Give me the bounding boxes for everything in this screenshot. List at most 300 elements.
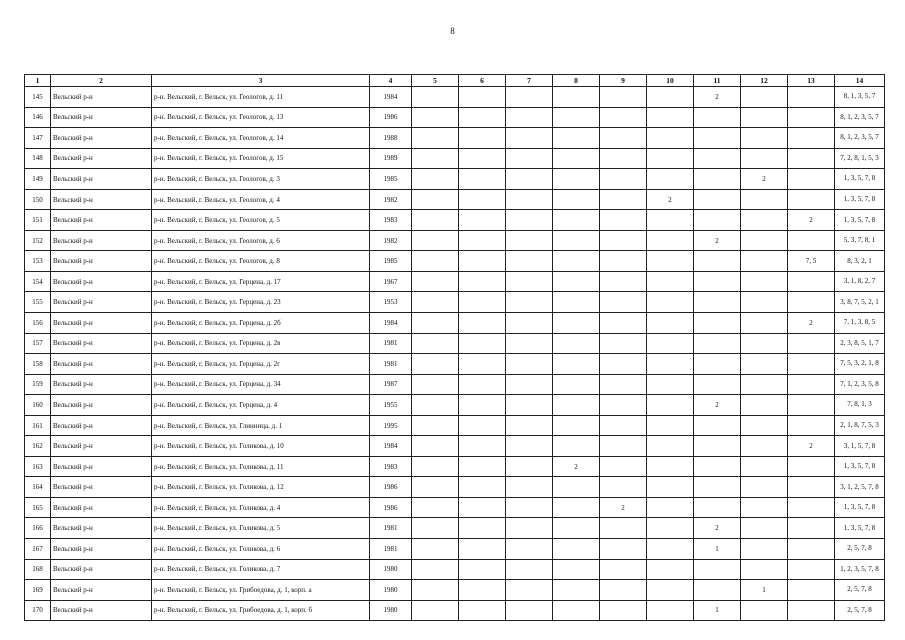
table-row <box>25 497 885 518</box>
table-cell-col-4: 1995 <box>370 415 412 436</box>
table-cell-col-12 <box>741 271 788 292</box>
table-cell-col-2: Вельский р-н <box>51 271 152 292</box>
table-cell-col-7 <box>506 436 553 457</box>
table-cell-col-4: 1984 <box>370 436 412 457</box>
column-header-11: 11 <box>694 75 741 87</box>
table-row <box>25 251 885 272</box>
table-cell-col-4: 1967 <box>370 271 412 292</box>
table-cell-col-1: 156 <box>25 313 51 334</box>
table-cell-col-2: Вельский р-н <box>51 600 152 621</box>
table-cell-col-3: р-н. Вельский, г. Вельск, ул. Голикова, д. 5 <box>152 518 370 539</box>
table-cell-col-11 <box>694 210 741 231</box>
table-cell-col-10 <box>647 210 694 231</box>
table-cell-col-5 <box>412 128 459 149</box>
table-cell-col-5 <box>412 210 459 231</box>
table-cell-col-7 <box>506 559 553 580</box>
table-cell-col-1: 151 <box>25 210 51 231</box>
table-cell-col-2: Вельский р-н <box>51 251 152 272</box>
table-cell-col-13 <box>788 580 835 601</box>
table-cell-col-8 <box>553 251 600 272</box>
table-cell-col-7 <box>506 128 553 149</box>
table-cell-col-7 <box>506 292 553 313</box>
table-cell-col-3: р-н. Вельский, г. Вельск, ул. Голикова, д. 4 <box>152 497 370 518</box>
table-cell-col-7 <box>506 395 553 416</box>
table-cell-col-9: 2 <box>600 497 647 518</box>
table-cell-col-7 <box>506 271 553 292</box>
table-cell-col-3: р-н. Вельский, г. Вельск, ул. Грибоедова, д. 1, корп. б <box>152 600 370 621</box>
table-cell-col-5 <box>412 539 459 560</box>
table-cell-col-14: 8, 1, 2, 3, 5, 7 <box>835 128 885 149</box>
table-cell-col-2: Вельский р-н <box>51 313 152 334</box>
table-cell-col-7 <box>506 456 553 477</box>
table-cell-col-6 <box>459 518 506 539</box>
table-cell-col-3: р-н. Вельский, г. Вельск, ул. Голикова, д. 11 <box>152 456 370 477</box>
table-cell-col-7 <box>506 230 553 251</box>
table-cell-col-8 <box>553 539 600 560</box>
table-cell-col-1: 157 <box>25 333 51 354</box>
table-cell-col-1: 154 <box>25 271 51 292</box>
table-cell-col-14: 1, 2, 3, 5, 7, 8 <box>835 559 885 580</box>
table-cell-col-8 <box>553 580 600 601</box>
table-cell-col-13 <box>788 374 835 395</box>
table-cell-col-1: 147 <box>25 128 51 149</box>
table-cell-col-13: 2 <box>788 313 835 334</box>
table-cell-col-7 <box>506 210 553 231</box>
table-cell-col-6 <box>459 354 506 375</box>
table-cell-col-9 <box>600 600 647 621</box>
table-cell-col-2: Вельский р-н <box>51 395 152 416</box>
table-cell-col-6 <box>459 169 506 190</box>
table-cell-col-3: р-н. Вельский, г. Вельск, ул. Герцена, д. 17 <box>152 271 370 292</box>
table-cell-col-5 <box>412 395 459 416</box>
table-cell-col-3: р-н. Вельский, г. Вельск, ул. Голикова, д. 10 <box>152 436 370 457</box>
table-cell-col-4: 1984 <box>370 87 412 108</box>
table-cell-col-8 <box>553 374 600 395</box>
table-cell-col-9 <box>600 210 647 231</box>
table-cell-col-10 <box>647 251 694 272</box>
table-cell-col-10 <box>647 497 694 518</box>
table-cell-col-2: Вельский р-н <box>51 456 152 477</box>
table-cell-col-10 <box>647 148 694 169</box>
table-cell-col-10 <box>647 230 694 251</box>
table-cell-col-10 <box>647 169 694 190</box>
table-cell-col-6 <box>459 600 506 621</box>
table-cell-col-3: р-н. Вельский, г. Вельск, ул. Геологов, д. 4 <box>152 189 370 210</box>
table-cell-col-4: 1980 <box>370 580 412 601</box>
table-row <box>25 580 885 601</box>
table-cell-col-4: 1985 <box>370 251 412 272</box>
table-cell-col-12 <box>741 189 788 210</box>
table-cell-col-13 <box>788 354 835 375</box>
table-cell-col-10 <box>647 415 694 436</box>
table-cell-col-6 <box>459 189 506 210</box>
table-cell-col-13 <box>788 333 835 354</box>
table-cell-col-10 <box>647 107 694 128</box>
table-cell-col-5 <box>412 436 459 457</box>
table-row <box>25 169 885 190</box>
table-cell-col-13 <box>788 559 835 580</box>
table-cell-col-5 <box>412 107 459 128</box>
table-cell-col-8 <box>553 354 600 375</box>
table-cell-col-11 <box>694 128 741 149</box>
table-cell-col-7 <box>506 148 553 169</box>
table-cell-col-10 <box>647 518 694 539</box>
table-cell-col-2: Вельский р-н <box>51 230 152 251</box>
table-cell-col-6 <box>459 128 506 149</box>
table-cell-col-14: 7, 1, 3, 8, 5 <box>835 313 885 334</box>
table-cell-col-5 <box>412 271 459 292</box>
table-cell-col-4: 1982 <box>370 230 412 251</box>
table-cell-col-8 <box>553 600 600 621</box>
table-cell-col-3: р-н. Вельский, г. Вельск, ул. Герцена, д. 2б <box>152 313 370 334</box>
table-cell-col-3: р-н. Вельский, г. Вельск, ул. Геологов, д. 14 <box>152 128 370 149</box>
table-cell-col-5 <box>412 148 459 169</box>
table-cell-col-12 <box>741 539 788 560</box>
table-cell-col-4: 1955 <box>370 395 412 416</box>
table-cell-col-13 <box>788 518 835 539</box>
table-cell-col-12 <box>741 148 788 169</box>
table-cell-col-13 <box>788 271 835 292</box>
table-cell-col-8 <box>553 313 600 334</box>
table-cell-col-10 <box>647 395 694 416</box>
table-cell-col-12 <box>741 497 788 518</box>
table-cell-col-12: 1 <box>741 580 788 601</box>
table-cell-col-5 <box>412 580 459 601</box>
table-row <box>25 313 885 334</box>
table-cell-col-4: 1982 <box>370 189 412 210</box>
table-cell-col-2: Вельский р-н <box>51 354 152 375</box>
table-cell-col-10 <box>647 477 694 498</box>
table-cell-col-11 <box>694 333 741 354</box>
table-cell-col-4: 1980 <box>370 559 412 580</box>
table-cell-col-5 <box>412 477 459 498</box>
table-cell-col-6 <box>459 436 506 457</box>
table-cell-col-4: 1986 <box>370 107 412 128</box>
table-cell-col-5 <box>412 354 459 375</box>
table-cell-col-7 <box>506 251 553 272</box>
table-cell-col-2: Вельский р-н <box>51 210 152 231</box>
table-row <box>25 477 885 498</box>
table-cell-col-1: 145 <box>25 87 51 108</box>
table-cell-col-6 <box>459 580 506 601</box>
table-cell-col-2: Вельский р-н <box>51 292 152 313</box>
table-cell-col-1: 164 <box>25 477 51 498</box>
table-cell-col-9 <box>600 107 647 128</box>
table-cell-col-7 <box>506 477 553 498</box>
table-cell-col-13 <box>788 189 835 210</box>
table-cell-col-1: 165 <box>25 497 51 518</box>
table-cell-col-5 <box>412 559 459 580</box>
column-header-6: 6 <box>459 75 506 87</box>
table-cell-col-6 <box>459 333 506 354</box>
table-cell-col-7 <box>506 354 553 375</box>
table-cell-col-1: 166 <box>25 518 51 539</box>
table-cell-col-3: р-н. Вельский, г. Вельск, ул. Герцена, д. 34 <box>152 374 370 395</box>
table-cell-col-14: 5, 3, 7, 8, 1 <box>835 230 885 251</box>
table-cell-col-10 <box>647 456 694 477</box>
table-cell-col-1: 153 <box>25 251 51 272</box>
table-cell-col-8 <box>553 415 600 436</box>
table-cell-col-11 <box>694 189 741 210</box>
table-cell-col-10 <box>647 580 694 601</box>
column-header-13: 13 <box>788 75 835 87</box>
table-cell-col-11 <box>694 354 741 375</box>
table-cell-col-12 <box>741 251 788 272</box>
table-cell-col-4: 1988 <box>370 128 412 149</box>
table-row <box>25 148 885 169</box>
table-cell-col-5 <box>412 374 459 395</box>
table-cell-col-2: Вельский р-н <box>51 518 152 539</box>
table-cell-col-14: 1, 3, 5, 7, 8 <box>835 169 885 190</box>
table-cell-col-14: 8, 1, 2, 3, 5, 7 <box>835 107 885 128</box>
table-cell-col-3: р-н. Вельский, г. Вельск, ул. Геологов, д. 8 <box>152 251 370 272</box>
table-cell-col-10 <box>647 271 694 292</box>
table-cell-col-10 <box>647 436 694 457</box>
table-cell-col-11 <box>694 271 741 292</box>
table-row <box>25 436 885 457</box>
table-cell-col-2: Вельский р-н <box>51 415 152 436</box>
table-cell-col-11 <box>694 559 741 580</box>
table-cell-col-1: 149 <box>25 169 51 190</box>
table-cell-col-12 <box>741 518 788 539</box>
table-cell-col-1: 146 <box>25 107 51 128</box>
table-cell-col-10 <box>647 333 694 354</box>
table-cell-col-6 <box>459 230 506 251</box>
table-cell-col-4: 1986 <box>370 477 412 498</box>
table-cell-col-8 <box>553 559 600 580</box>
table-cell-col-13 <box>788 128 835 149</box>
table-row <box>25 128 885 149</box>
table-cell-col-11: 2 <box>694 518 741 539</box>
table-cell-col-14: 1, 3, 5, 7, 8 <box>835 518 885 539</box>
table-cell-col-7 <box>506 539 553 560</box>
table-cell-col-6 <box>459 477 506 498</box>
column-header-10: 10 <box>647 75 694 87</box>
column-header-8: 8 <box>553 75 600 87</box>
table-cell-col-11 <box>694 292 741 313</box>
table-cell-col-3: р-н. Вельский, г. Вельск, ул. Геологов, д. 15 <box>152 148 370 169</box>
table-cell-col-7 <box>506 580 553 601</box>
table-cell-col-9 <box>600 354 647 375</box>
table-cell-col-14: 2, 5, 7, 8 <box>835 580 885 601</box>
table-cell-col-13: 2 <box>788 436 835 457</box>
table-cell-col-3: р-н. Вельский, г. Вельск, ул. Герцена, д. 23 <box>152 292 370 313</box>
table-cell-col-6 <box>459 313 506 334</box>
table-cell-col-9 <box>600 148 647 169</box>
table-cell-col-4: 1983 <box>370 210 412 231</box>
table-cell-col-6 <box>459 148 506 169</box>
table-cell-col-12 <box>741 354 788 375</box>
table-cell-col-3: р-н. Вельский, г. Вельск, ул. Глинница, д. 1 <box>152 415 370 436</box>
table-cell-col-11 <box>694 107 741 128</box>
table-cell-col-11: 2 <box>694 230 741 251</box>
table-cell-col-1: 169 <box>25 580 51 601</box>
table-cell-col-12 <box>741 87 788 108</box>
table-cell-col-10 <box>647 600 694 621</box>
table-row <box>25 518 885 539</box>
table-cell-col-1: 150 <box>25 189 51 210</box>
table-cell-col-14: 2, 5, 7, 8 <box>835 539 885 560</box>
table-cell-col-8 <box>553 333 600 354</box>
table-cell-col-14: 3, 1, 5, 7, 8 <box>835 436 885 457</box>
table-cell-col-7 <box>506 333 553 354</box>
table-cell-col-8 <box>553 230 600 251</box>
table-cell-col-6 <box>459 497 506 518</box>
table-cell-col-1: 163 <box>25 456 51 477</box>
table-cell-col-9 <box>600 518 647 539</box>
table-cell-col-1: 148 <box>25 148 51 169</box>
table-cell-col-7 <box>506 600 553 621</box>
page-number: 8 <box>450 26 455 36</box>
table-cell-col-11 <box>694 477 741 498</box>
table-cell-col-4: 1985 <box>370 169 412 190</box>
table-cell-col-13: 2 <box>788 210 835 231</box>
table-cell-col-14: 8, 1, 3, 5, 7 <box>835 87 885 108</box>
table-cell-col-4: 1953 <box>370 292 412 313</box>
table-cell-col-12 <box>741 313 788 334</box>
table-cell-col-2: Вельский р-н <box>51 333 152 354</box>
table-cell-col-5 <box>412 333 459 354</box>
table-cell-col-7 <box>506 518 553 539</box>
table-cell-col-9 <box>600 128 647 149</box>
table-cell-col-13 <box>788 395 835 416</box>
table-cell-col-8 <box>553 271 600 292</box>
table-row <box>25 559 885 580</box>
table-cell-col-3: р-н. Вельский, г. Вельск, ул. Грибоедова, д. 1, корп. а <box>152 580 370 601</box>
table-cell-col-3: р-н. Вельский, г. Вельск, ул. Геологов, д. 3 <box>152 169 370 190</box>
table-cell-col-10 <box>647 87 694 108</box>
table-cell-col-6 <box>459 292 506 313</box>
table-cell-col-6 <box>459 539 506 560</box>
table-cell-col-7 <box>506 374 553 395</box>
table-row <box>25 189 885 210</box>
table-cell-col-14: 7, 8, 1, 3 <box>835 395 885 416</box>
table-cell-col-9 <box>600 415 647 436</box>
table-cell-col-10 <box>647 374 694 395</box>
table-cell-col-14: 2, 1, 8, 7, 5, 3 <box>835 415 885 436</box>
table-cell-col-9 <box>600 333 647 354</box>
table-cell-col-2: Вельский р-н <box>51 148 152 169</box>
table-cell-col-4: 1984 <box>370 313 412 334</box>
table-cell-col-5 <box>412 292 459 313</box>
housing-register-table <box>24 74 885 621</box>
table-cell-col-10 <box>647 313 694 334</box>
table-cell-col-4: 1981 <box>370 333 412 354</box>
table-cell-col-12 <box>741 292 788 313</box>
table-cell-col-13 <box>788 292 835 313</box>
table-cell-col-14: 3, 8, 7, 5, 2, 1 <box>835 292 885 313</box>
table-cell-col-12 <box>741 374 788 395</box>
table-cell-col-5 <box>412 87 459 108</box>
table-cell-col-10 <box>647 292 694 313</box>
table-cell-col-8 <box>553 189 600 210</box>
table-cell-col-13 <box>788 456 835 477</box>
table-cell-col-8 <box>553 148 600 169</box>
table-cell-col-8 <box>553 169 600 190</box>
table-cell-col-11 <box>694 580 741 601</box>
table-cell-col-8 <box>553 436 600 457</box>
table-row <box>25 600 885 621</box>
table-cell-col-9 <box>600 374 647 395</box>
table-cell-col-11 <box>694 313 741 334</box>
table-cell-col-5 <box>412 313 459 334</box>
table-cell-col-2: Вельский р-н <box>51 107 152 128</box>
table-cell-col-7 <box>506 87 553 108</box>
table-cell-col-9 <box>600 539 647 560</box>
table-cell-col-12 <box>741 128 788 149</box>
table-cell-col-1: 161 <box>25 415 51 436</box>
table-cell-col-3: р-н. Вельский, г. Вельск, ул. Геологов, д. 6 <box>152 230 370 251</box>
table-cell-col-9 <box>600 230 647 251</box>
table-row <box>25 415 885 436</box>
table-cell-col-2: Вельский р-н <box>51 477 152 498</box>
table-cell-col-8 <box>553 395 600 416</box>
table-cell-col-2: Вельский р-н <box>51 128 152 149</box>
table-cell-col-10 <box>647 128 694 149</box>
table-cell-col-9 <box>600 251 647 272</box>
table-cell-col-3: р-н. Вельский, г. Вельск, ул. Герцена, д. 2в <box>152 333 370 354</box>
table-cell-col-11: 1 <box>694 539 741 560</box>
table-cell-col-6 <box>459 271 506 292</box>
table-cell-col-8 <box>553 497 600 518</box>
table-cell-col-13 <box>788 230 835 251</box>
table-cell-col-3: р-н. Вельский, г. Вельск, ул. Голикова, д. 12 <box>152 477 370 498</box>
table-cell-col-10 <box>647 559 694 580</box>
table-cell-col-3: р-н. Вельский, г. Вельск, ул. Геологов, д. 11 <box>152 87 370 108</box>
table-cell-col-3: р-н. Вельский, г. Вельск, ул. Голикова, д. 7 <box>152 559 370 580</box>
table-cell-col-12 <box>741 436 788 457</box>
table-cell-col-5 <box>412 251 459 272</box>
table-cell-col-6 <box>459 210 506 231</box>
table-cell-col-5 <box>412 189 459 210</box>
table-cell-col-9 <box>600 559 647 580</box>
table-cell-col-7 <box>506 415 553 436</box>
table-cell-col-11: 2 <box>694 395 741 416</box>
table-cell-col-1: 160 <box>25 395 51 416</box>
table-row <box>25 539 885 560</box>
table-cell-col-13 <box>788 477 835 498</box>
table-cell-col-1: 159 <box>25 374 51 395</box>
table-cell-col-12 <box>741 559 788 580</box>
table-cell-col-14: 8, 3, 2, 1 <box>835 251 885 272</box>
table-cell-col-1: 155 <box>25 292 51 313</box>
table-cell-col-4: 1989 <box>370 148 412 169</box>
table-cell-col-8 <box>553 292 600 313</box>
table-cell-col-7 <box>506 313 553 334</box>
table-cell-col-13: 7, 5 <box>788 251 835 272</box>
table-body <box>25 87 885 621</box>
table-cell-col-12 <box>741 210 788 231</box>
table-cell-col-13 <box>788 87 835 108</box>
table-row <box>25 230 885 251</box>
table-row <box>25 107 885 128</box>
table-cell-col-5 <box>412 169 459 190</box>
table-cell-col-4: 1981 <box>370 539 412 560</box>
table-cell-col-11 <box>694 148 741 169</box>
table-cell-col-12 <box>741 333 788 354</box>
table-cell-col-3: р-н. Вельский, г. Вельск, ул. Герцена, д. 4 <box>152 395 370 416</box>
table-cell-col-14: 7, 1, 2, 3, 5, 8 <box>835 374 885 395</box>
column-header-9: 9 <box>600 75 647 87</box>
table-cell-col-9 <box>600 456 647 477</box>
table-cell-col-2: Вельский р-н <box>51 497 152 518</box>
table-cell-col-8 <box>553 107 600 128</box>
table-cell-col-14: 3, 1, 8, 2, 7 <box>835 271 885 292</box>
table-cell-col-12 <box>741 415 788 436</box>
table-cell-col-12 <box>741 456 788 477</box>
table-cell-col-9 <box>600 292 647 313</box>
table-cell-col-2: Вельский р-н <box>51 374 152 395</box>
